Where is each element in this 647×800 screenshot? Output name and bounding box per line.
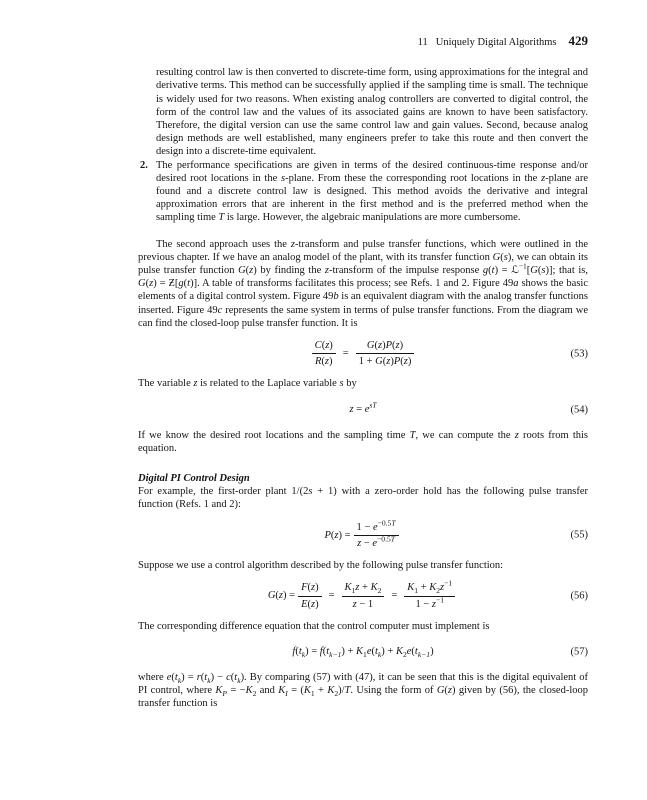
equals-sign: =: [391, 590, 398, 602]
page-number: 429: [568, 33, 588, 48]
chapter-number: 11: [417, 37, 428, 48]
equation-54: [138, 399, 588, 421]
equation-55: [138, 520, 588, 551]
paragraph-difference-equation: The corresponding difference equation that the control computer must implement is: [138, 620, 490, 632]
paragraph-variable-z: The variable z is related to the Laplace variable s by: [138, 378, 357, 390]
equation-number: (57): [570, 646, 588, 658]
list-item-2-marker: 2.: [140, 159, 148, 171]
paragraph-second-approach: The second approach uses the z-transform and pulse transfer functions, which were outlined in the previous chapter. If we have an analog model of the plant, with its transfer function G(s), we can obtain its pulse transfer function G(z) by finding the z-transform of the impulse response g(t) = ℒ$^{-1}$[G(s)]; that is, G(z) = Ƶ[g(t)]. A table of transforms facilitates this process; see Refs. 1 and 2. Figure 49a shows the basic elements of a digital control system. Figure 49b is an equivalent diagram with the analog transfer functions inserted. Figure 49c represents the same system in terms of pulse transfer functions. From the diagram we can find the closed-loop pulse transfer function. It is: [138, 238, 588, 329]
equation-lead: P(z) =: [324, 529, 351, 541]
paragraph-for-example: For example, the first-order plant 1/(2s + 1) with a zero-order hold has the following pulse transfer function (Refs. 1 and 2):: [138, 486, 589, 511]
paragraph-where: where $e(t_k) = r(t_k) - c(t_k)$. By comparing (57) with (47), it can be seen that this is the digital equivalent of PI control, where $K_P = -K_2$ and $K_I = (K_1 + K_2)/T$. Using the form of G(z) given by (56), the closed-loop transfer function is: [138, 671, 589, 710]
equals-sign: =: [342, 348, 349, 360]
equation-body: $f(t_k) = f(t_{k-1}) + K_1e(t_k) + K_2e(t_{k-1})$: [292, 646, 434, 660]
list-item-2: [138, 159, 588, 225]
chapter-title: Uniquely Digital Algorithms: [435, 37, 557, 48]
fraction: $\frac{K_1 + K_2z^{-1}}{1 - z^{-1}}$: [404, 580, 455, 611]
equation-lead: G(z) =: [267, 590, 296, 602]
running-head: [138, 34, 588, 49]
list-item-2-text: The performance specifications are given in terms of the desired continuous-time response and/or desired root locations in the s-plane. From these the corresponding root locations in the z-plane are found and a discrete control law is designed. This method avoids the derivative and integral approximation errors that are inherent in the first method and is the preferred method when the sampling time T is large. However, the algebraic manipulations are more cumbersome.: [156, 159, 588, 224]
list-item-1-continuation: resulting control law is then converted to discrete-time form, using approximations for the integral and derivative terms. This method can be successfully applied if the sampling time is small. The technique is widely used for two reasons. When existing analog controllers are converted to digital control, the form of the control law and the values of its associated gains are known to have been satisfactory. Therefore, the digital version can use the same control law and gain values. Second, because analog design methods are well established, many engineers prefer to take this route and then convert the design into a discrete-time equivalent.: [156, 67, 588, 158]
equation-number: (56): [570, 590, 588, 602]
fraction: $\frac{F(z)}{E(z)}$: [298, 580, 322, 611]
fraction: $\frac{G(z)P(z)}{1 + G(z)P(z)}$: [356, 338, 415, 369]
section-heading: Digital PI Control Design: [138, 473, 250, 485]
fraction: $\frac{1 - e^{-0.5T}}{z - e^{-0.5T}}$: [354, 520, 399, 551]
equals-sign: =: [328, 590, 335, 602]
equation-53: [138, 338, 588, 369]
equation-body: $z = e^{sT}$: [349, 400, 377, 416]
paragraph-suppose: Suppose we use a control algorithm described by the following pulse transfer function:: [138, 560, 504, 572]
paragraph-if-we-know: If we know the desired root locations and the sampling time T, we can compute the z roots from this equation.: [138, 429, 588, 454]
equation-number: (55): [570, 529, 588, 541]
equation-number: (53): [570, 348, 588, 360]
fraction: $\frac{K_1z + K_2}{z - 1}$: [342, 580, 385, 611]
equation-57: [138, 641, 588, 663]
page-content: [138, 34, 588, 711]
fraction: $\frac{C(z)}{R(z)}$: [312, 338, 336, 369]
equation-56: [138, 580, 588, 611]
equation-number: (54): [570, 404, 588, 416]
